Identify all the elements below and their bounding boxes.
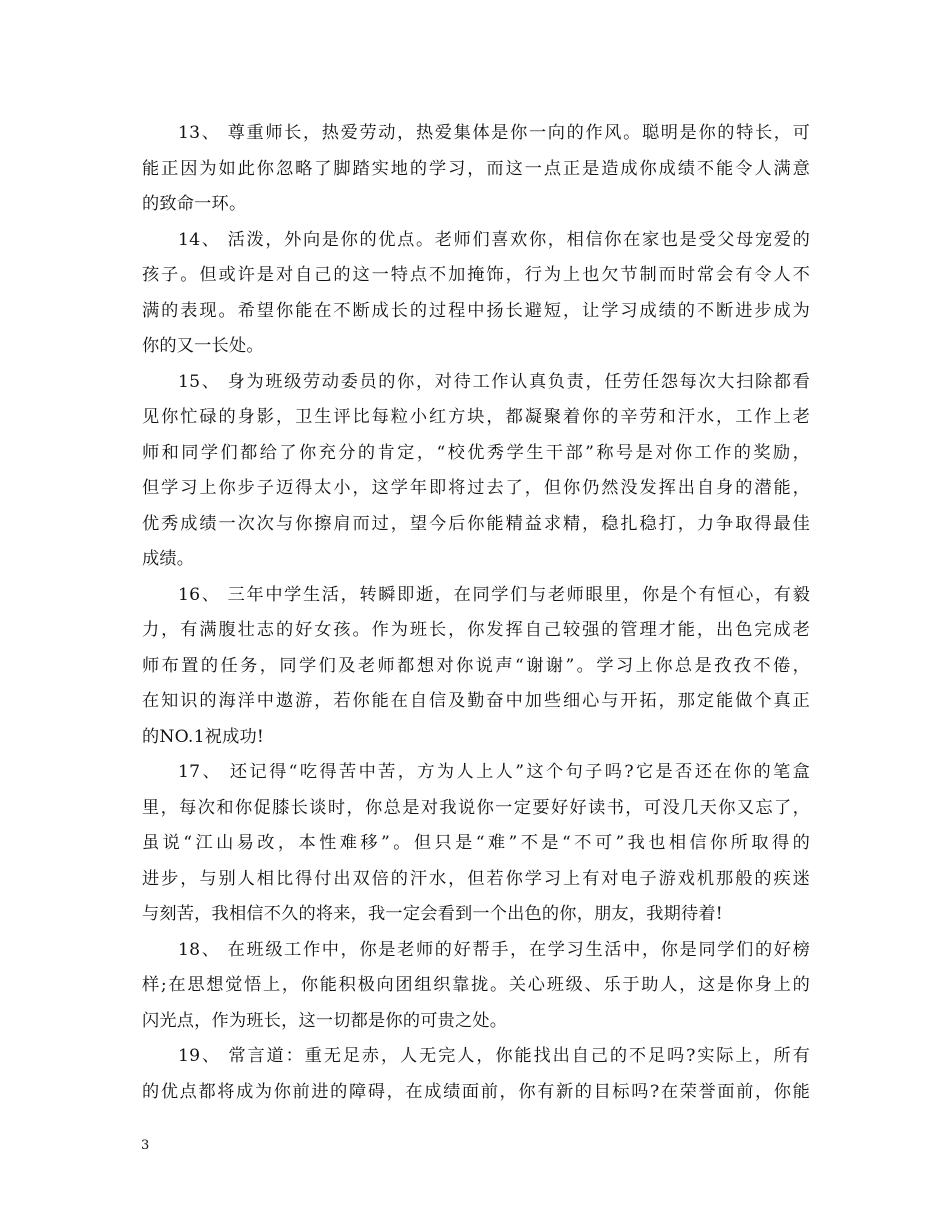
text-line: 闪光点，作为班长，这一切都是你的可贵之处。 [142,1010,508,1031]
paragraph-18 [142,933,810,1040]
text-line: 13、 尊重师长，热爱劳动，热爱集体是你一向的作风。聪明是你的特长，可 [178,123,810,143]
text-line: 在知识的海洋中遨游，若你能在自信及勤奋中加些细心与开拓，那定能做个真正 [142,691,810,711]
text-line: 的NO.1祝成功! [142,726,264,747]
text-line: 师布置的任务，同学们及老师都想对你说声“谢谢”。学习上你总是孜孜不倦， [142,655,810,676]
text-line: 16、 三年中学生活，转瞬即逝，在同学们与老师眼里，你是个有恒心，有毅 [178,584,810,605]
text-line: 力，有满腹壮志的好女孩。作为班长，你发挥自己较强的管理才能，出色完成老 [142,620,810,640]
text-line: 19、 常言道：重无足赤，人无完人，你能找出自己的不足吗?实际上，所有 [178,1046,810,1066]
text-line: 能正因为如此你忽略了脚踏实地的学习，而这一点正是造成你成绩不能令人满意 [142,158,810,179]
text-line: 满的表现。希望你能在不断成长的过程中扬长避短，让学习成绩的不断进步成为 [142,300,810,321]
text-line: 你的又一长处。 [142,336,264,356]
text-line: 师和同学们都给了你充分的肯定，“校优秀学生干部”称号是对你工作的奖励， [142,442,810,463]
text-line: 的致命一环。 [142,194,247,214]
document-body [142,116,810,1110]
text-line: 与刻苦，我相信不久的将来，我一定会看到一个出色的你，朋友，我期待着! [142,904,723,924]
page-number: 3 [141,1138,150,1153]
text-line: 里，每次和你促膝长谈时，你总是对我说你一定要好好读书，可没几天你又忘了， [142,797,810,818]
text-line: 15、 身为班级劳动委员的你，对待工作认真负责，任劳任怨每次大扫除都看 [178,371,810,392]
text-line: 17、 还记得“吃得苦中苦，方为人上人”这个句子吗?它是否还在你的笔盒 [178,762,810,782]
paragraph-15 [142,365,810,578]
text-line: 18、 在班级工作中，你是老师的好帮手，在学习生活中，你是同学们的好榜 [178,939,810,960]
text-line: 成绩。 [142,549,195,569]
paragraph-14 [142,223,810,365]
text-line: 但学习上你步子迈得太小，这学年即将过去了，但你仍然没发挥出自身的潜能， [142,478,810,498]
text-line: 的优点都将成为你前进的障碍，在成绩面前，你有新的目标吗?在荣誉面前，你能 [142,1081,810,1102]
text-line: 样;在思想觉悟上，你能积极向团组织靠拢。关心班级、乐于助人，这是你身上的 [142,975,810,995]
paragraph-13 [142,116,810,223]
text-line: 14、 活泼，外向是你的优点。老师们喜欢你，相信你在家也是受父母宠爱的 [178,229,810,250]
paragraph-17 [142,755,810,933]
text-line: 见你忙碌的身影，卫生评比每粒小红方块，都凝聚着你的辛劳和汗水，工作上老 [142,407,810,427]
paragraph-16 [142,578,810,756]
text-line: 孩子。但或许是对自己的这一特点不加掩饰，行为上也欠节制而时常会有令人不 [142,265,810,285]
text-line: 虽说“江山易改，本性难移”。但只是“难”不是“不可”我也相信你所取得的 [142,833,810,853]
paragraph-19 [142,1039,810,1110]
text-line: 优秀成绩一次次与你擦肩而过，望今后你能精益求精，稳扎稳打，力争取得最佳 [142,513,810,534]
text-line: 进步，与别人相比得付出双倍的汗水，但若你学习上有对电子游戏机那般的疾迷 [142,868,810,889]
